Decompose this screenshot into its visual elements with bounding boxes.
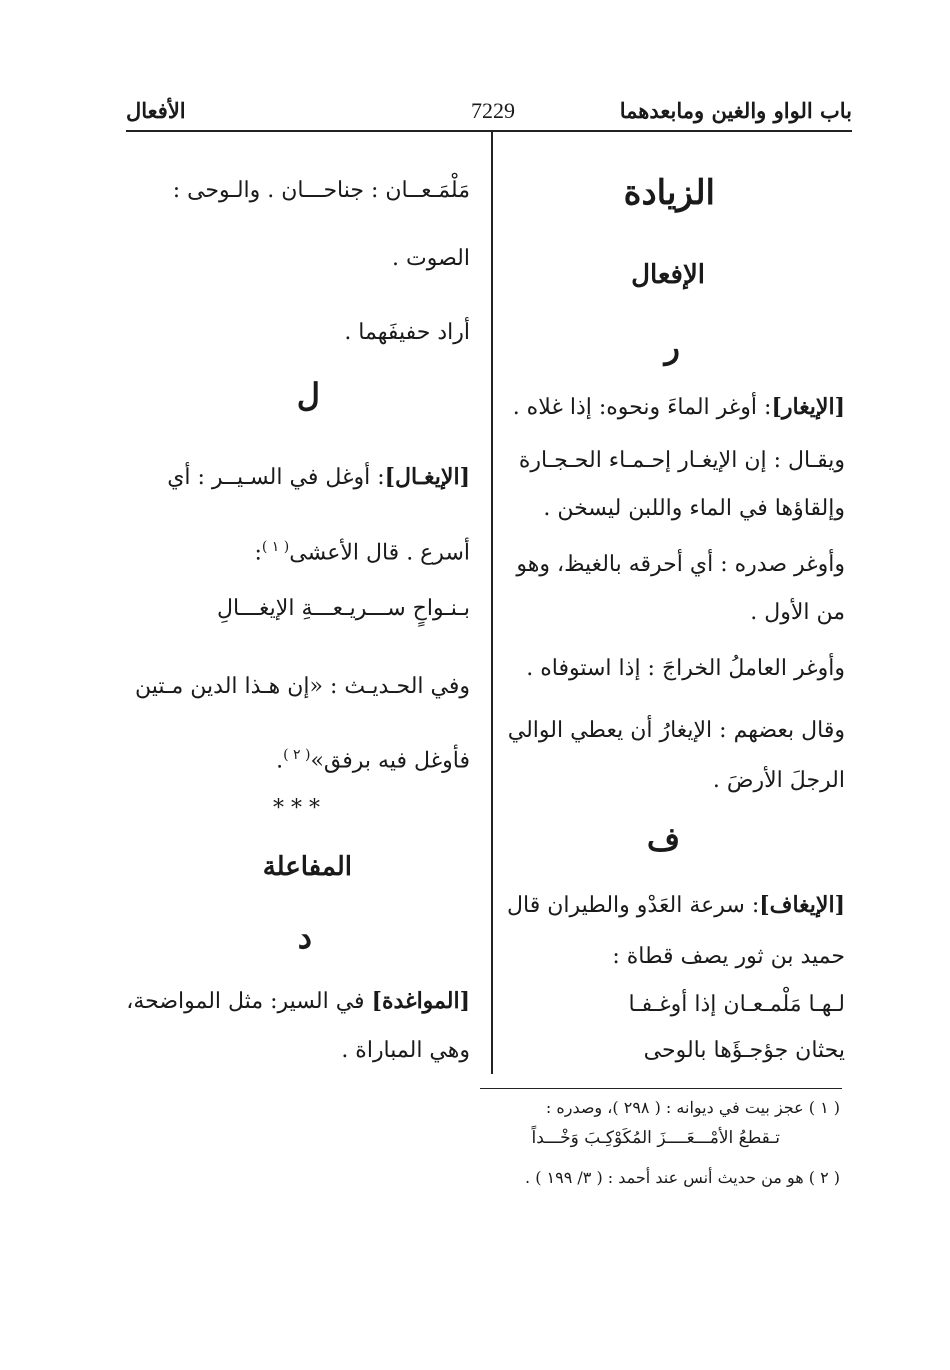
text: أسرع . قال الأعشى <box>289 540 470 566</box>
text: فأوغل فيه برفق» <box>310 748 470 774</box>
text-line: ويقـال : إن الإيغـار إحـمـاء الحـجـارة <box>518 448 845 473</box>
verse-line: يحثان جؤجـؤَها بالوحى <box>643 1038 845 1063</box>
letter-heading-l: ل <box>296 376 320 414</box>
separator-stars: * * * <box>273 796 320 821</box>
header-rule <box>126 130 852 132</box>
entry-text: في السير: مثل المواضحة، <box>126 989 365 1014</box>
text-line: أراد حفيفَهما . <box>344 320 470 345</box>
footnote-ref-2: ( ٢ ) <box>283 747 311 763</box>
text-line: الرجلَ الأرضَ . <box>712 768 845 793</box>
text-line: وأوغر العاملُ الخراجَ : إذا استوفاه . <box>526 656 845 681</box>
footnote-1-verse: تـقطعُ الأمْـــعَــــزَ المُكَوْكِـبَ وَخْـــداً <box>531 1128 780 1148</box>
text-line: الصوت . <box>392 246 470 271</box>
heading-mufaala: المفاعلة <box>262 852 352 882</box>
text-line: وفي الحـديـث : «إن هـذا الدين مـتين <box>135 674 470 699</box>
text: . <box>276 748 284 774</box>
footnote-1: ( ١ ) عجز بيت في ديوانه : ( ٢٩٨ )، وصدره : <box>545 1098 840 1117</box>
page-header <box>126 96 852 132</box>
entry-text: : أوغر الماءَ ونحوه: إذا غلاه . <box>512 395 772 420</box>
heading-ziyada: الزيادة <box>623 173 715 213</box>
entry-term: [الإيغار] <box>771 394 845 420</box>
entry-text: : أوغل في السـيــر : أي <box>167 465 385 490</box>
text-line <box>276 740 470 776</box>
text-line: وقال بعضهم : الإيغارُ أن يعطي الوالي <box>507 718 845 743</box>
entry-text: : سرعة العَدْو والطيران قال <box>507 893 760 918</box>
text-line: مَلْمَـعــان : جناحـــان . والـوحى : <box>172 178 470 203</box>
letter-heading-r: ر <box>664 328 680 366</box>
entry-mawaghada <box>126 986 470 1017</box>
chapter-title: باب الواو والغين ومابعدهما <box>619 98 852 123</box>
footnote-2: ( ٢ ) هو من حديث أنس عند أحمد : ( ٣/ ١٩٩ ) . <box>525 1168 840 1187</box>
footnote-rule <box>480 1088 842 1089</box>
verse-line: لـهـا مَلْمـعـان إذا أوغـفـا <box>628 992 845 1017</box>
section-title: الأفعال <box>126 98 186 123</box>
text-line <box>254 532 470 568</box>
text-line: وأوغر صدره : أي أحرقه بالغيظ، وهو <box>516 552 845 577</box>
text-line: من الأول . <box>750 600 845 625</box>
verse-line: بـنـواحٍ ســـريـعـــةِ الإيغـــالِ <box>217 596 470 621</box>
entry-ighal <box>167 462 470 493</box>
entry-term: [الإيغاف] <box>759 892 845 918</box>
footnote-ref-1: ( ١ ) <box>261 539 290 555</box>
column-divider <box>491 132 493 1074</box>
letter-heading-f: ف <box>646 820 680 858</box>
entry-ighaf <box>507 890 845 921</box>
entry-ighar <box>513 392 845 423</box>
text: : <box>254 540 262 566</box>
heading-ifal: الإفعال <box>631 260 705 290</box>
entry-term: [المواغدة] <box>371 988 470 1014</box>
text-line: وهي المباراة . <box>341 1038 470 1063</box>
text-line: حميد بن ثور يصف قطاة : <box>612 944 845 969</box>
entry-term: [الإيغـال] <box>384 464 470 490</box>
page-number: 7229 <box>471 98 515 123</box>
text-line: وإلقاؤها في الماء واللبن ليسخن . <box>543 496 845 521</box>
letter-heading-d: د <box>297 918 312 956</box>
